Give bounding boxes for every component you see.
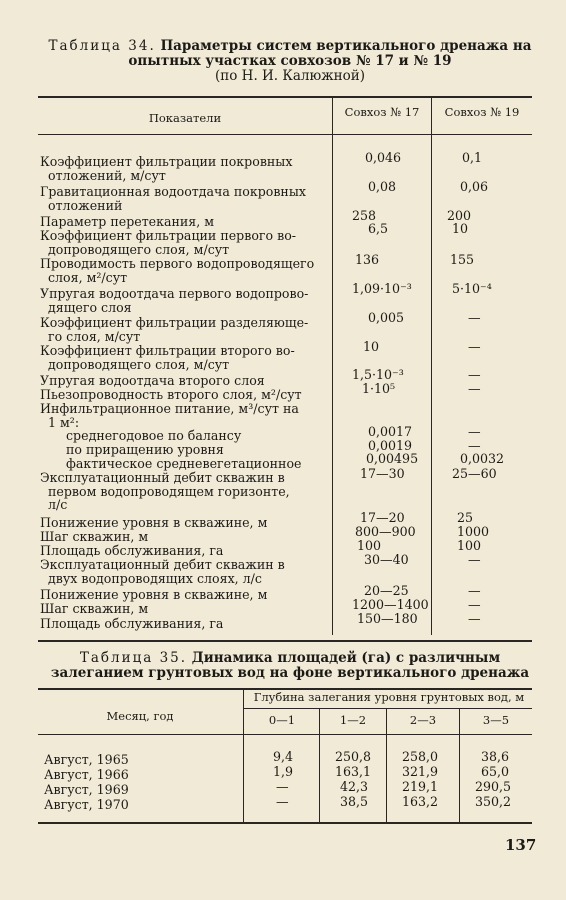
table34-value: 1,5·10⁻³ [352,367,404,382]
table35-value: — [276,779,289,794]
table34-value: 10 [452,221,469,236]
table35-col-divider-1 [319,709,320,822]
table34-value: 0,0032 [460,451,505,466]
table34-caption [40,39,540,84]
table34-header-rule [38,134,532,135]
table35-header-rule [38,734,532,735]
table34-caption-lead: Таблица 34. [48,38,156,54]
table-row: Параметр перетекания, м [40,214,215,229]
table35-value: 219,1 [402,779,439,794]
table35-value: 38,6 [481,749,510,764]
table34-value: 5·10⁻⁴ [452,281,492,296]
table-row: Площадь обслуживания, га [40,543,224,558]
table-row: Шаг скважин, м [40,601,149,616]
table35-col-divider-2 [386,709,387,822]
table35-value: 42,3 [340,779,369,794]
table35-value: 350,2 [475,794,512,809]
table-row: Эксплуатационный дебит скважин в двух водопроводящих слоях, л/с [40,557,285,586]
table-row: Площадь обслуживания, га [40,616,224,631]
table-row: Коэффициент фильтрации разделяюще- го слоя, м/сут [40,315,309,344]
table34-value: 0,005 [368,310,405,325]
table34-header-indicator: Показатели [148,111,222,125]
table-row: фактическое средневегетационное [66,456,302,471]
table35-header-range: 3—5 [482,713,510,727]
table34-col-divider-2 [431,97,432,635]
table34-value: 17—30 [360,466,405,481]
table35-value: 163,2 [402,794,439,809]
table-row: Упругая водоотдача второго слоя [40,373,265,388]
table34-value: — [468,597,481,612]
table35-value: 163,1 [335,764,372,779]
table-row: Гравитационная водоотдача покровных отложений [40,184,306,213]
table34-value: 20—25 [364,583,409,598]
table35-col-divider-3 [459,709,460,822]
table35-bottom-rule [38,822,532,824]
table34-value: — [468,367,481,382]
table35-header-month: Месяц, год [106,709,174,723]
table34-value: 0,08 [368,179,397,194]
table35-header-range: 1—2 [339,713,367,727]
table35-header-range: 0—1 [268,713,296,727]
table34-value: 100 [457,538,482,553]
table-row: Эксплуатационный дебит скважин в первом водопроводящем горизонте, л/с [40,470,290,513]
table35-value: — [276,794,289,809]
table34-value: 0,00495 [366,451,419,466]
table35-month: Август, 1966 [44,767,129,782]
table35-value: 258,0 [402,749,439,764]
table-row: Коэффициент фильтрации покровных отложений, м/сут [40,154,293,183]
table34-caption-text: Параметры систем вертикального дренажа на опытных участках совхозов № 17 и № 19 [128,38,532,69]
table35-subheader-rule [244,708,532,709]
table34-value: 1·10⁵ [362,381,396,396]
table34-header-col1: Совхоз № 17 [344,105,420,119]
table34-value: 200 [447,208,472,223]
table-row: Коэффициент фильтрации второго во- допроводящего слоя, м/сут [40,343,295,372]
table34-value: 10 [363,339,380,354]
table34-value: 25 [457,510,474,525]
table34-top-rule [38,96,532,98]
table35-value: 290,5 [475,779,512,794]
table35-value: 38,5 [340,794,369,809]
table34-bottom-rule [38,640,532,642]
table35-value: 9,4 [273,749,294,764]
table34-value: 100 [357,538,382,553]
table35-caption-lead: Таблица 35. [79,650,188,666]
table34-caption-author: (по Н. И. Калюжной) [214,68,366,84]
table35-caption [40,651,540,681]
table-row: Проводимость первого водопроводящего слоя, м²/сут [40,256,315,285]
table35-value: 1,9 [273,764,294,779]
table34-value: 800—900 [355,524,416,539]
table34-value: — [468,611,481,626]
table34-value: 150—180 [357,611,418,626]
table-row: Понижение уровня в скважине, м [40,515,268,530]
table34-value: 0,06 [460,179,489,194]
table34-value: 0,046 [365,150,402,165]
table34-value: 0,1 [462,150,483,165]
table-row: Коэффициент фильтрации первого во- допроводящего слоя, м/сут [40,228,297,257]
table34-value: 258 [352,208,377,223]
page-number: 137 [505,836,537,854]
table34-value: 17—20 [360,510,405,525]
table34-value: 1,09·10⁻³ [352,281,412,296]
table34-header-col2: Совхоз № 19 [444,105,520,119]
table34-value: 25—60 [452,466,497,481]
table34-value: 30—40 [364,552,409,567]
table34-value: — [468,552,481,567]
table34-value: 6,5 [368,221,389,236]
table35-month: Август, 1965 [44,752,129,767]
table35-value: 65,0 [481,764,510,779]
table35-header-range: 2—3 [409,713,437,727]
table35-month: Август, 1970 [44,797,129,812]
table34-value: 1200—1400 [352,597,429,612]
table34-value: — [468,310,481,325]
table34-value: — [468,583,481,598]
table35-month: Август, 1969 [44,782,129,797]
table-row: Понижение уровня в скважине, м [40,587,268,602]
table-row: среднегодовое по балансу [66,428,242,443]
table34-value: — [468,339,481,354]
table34-value: 0,0019 [368,438,413,453]
table-row: Пьезопроводность второго слоя, м²/сут [40,387,302,402]
table34-value: — [468,424,481,439]
table34-value: — [468,438,481,453]
table34-value: — [468,381,481,396]
table-row: Упругая водоотдача первого водопрово- дящего слоя [40,286,309,315]
table-row: по приращению уровня [66,442,224,457]
table35-header-depth: Глубина залегания уровня грунтовых вод, м [253,690,525,704]
table34-col-divider-1 [332,97,333,635]
table35-value: 250,8 [335,749,372,764]
table34-value: 1000 [457,524,490,539]
table34-value: 0,0017 [368,424,413,439]
table35-value: 321,9 [402,764,439,779]
table35-caption-text: Динамика площадей (га) с различным залеганием грунтовых вод на фоне вертикального дренажа [50,650,530,681]
table34-value: 136 [355,252,380,267]
table34-value: 155 [450,252,475,267]
table-row: Шаг скважин, м [40,529,149,544]
table-row: Инфильтрационное питание, м³/сут на 1 м²: [40,401,299,430]
